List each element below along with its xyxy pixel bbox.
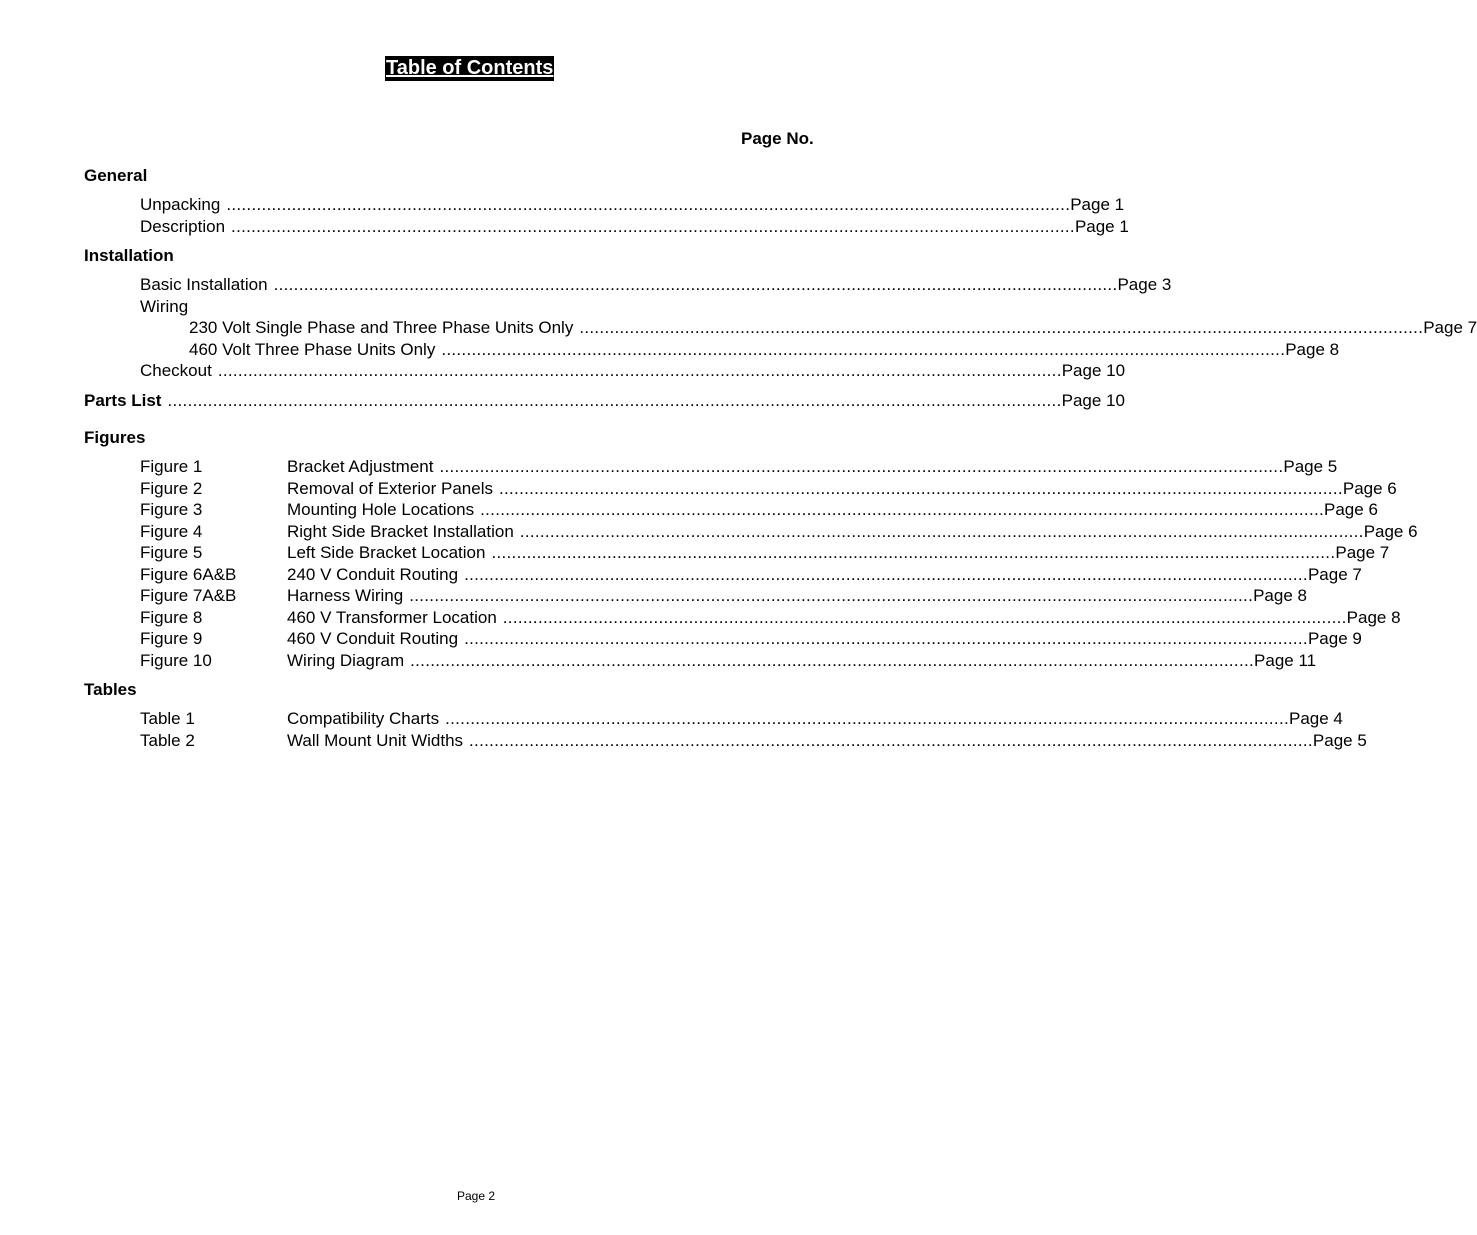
toc-entry-page: Page 8 bbox=[1285, 340, 1340, 359]
toc-entry[interactable] bbox=[287, 479, 1397, 499]
page-title: Table of Contents bbox=[386, 57, 554, 79]
toc-entry-label: Description bbox=[140, 217, 226, 236]
wiring-subheading: Wiring bbox=[140, 297, 189, 316]
dot-leader: ........................................................................................................................................................................ bbox=[273, 275, 1118, 294]
section-heading-installation: Installation bbox=[84, 246, 174, 265]
dot-leader: ........................................................................................................................................................................ bbox=[409, 586, 1254, 605]
toc-entry-label: Harness Wiring bbox=[287, 586, 404, 605]
toc-entry-label: Bracket Adjustment bbox=[287, 457, 434, 476]
toc-entry-label: Compatibility Charts bbox=[287, 709, 440, 728]
toc-entry-page: Page 7 bbox=[1423, 318, 1477, 337]
toc-entry-parts-list[interactable] bbox=[84, 391, 1125, 411]
toc-entry[interactable] bbox=[189, 340, 1340, 360]
toc-entry-page: Page 6 bbox=[1363, 522, 1418, 541]
toc-entry-page: Page 7 bbox=[1307, 565, 1362, 584]
page-footer: Page 2 bbox=[457, 1189, 496, 1203]
page-no-header: Page No. bbox=[741, 129, 814, 148]
table-id: Table 1 bbox=[140, 709, 195, 728]
toc-entry[interactable] bbox=[287, 731, 1367, 751]
toc-entry-page: Page 1 bbox=[1070, 195, 1125, 214]
dot-leader: ........................................................................................................................................................................ bbox=[439, 457, 1284, 476]
toc-entry-label: Right Side Bracket Installation bbox=[287, 522, 514, 541]
toc-entry-page: Page 1 bbox=[1074, 217, 1129, 236]
toc-entry-page: Page 8 bbox=[1346, 608, 1401, 627]
dot-leader: ........................................................................................................................................................................ bbox=[410, 651, 1255, 670]
dot-leader: ........................................................................................................................................................................ bbox=[441, 340, 1286, 359]
toc-entry-page: Page 10 bbox=[1061, 391, 1125, 410]
toc-entry[interactable] bbox=[140, 217, 1129, 237]
toc-entry[interactable] bbox=[140, 361, 1126, 381]
toc-entry-label: Wall Mount Unit Widths bbox=[287, 731, 464, 750]
toc-entry[interactable] bbox=[287, 586, 1307, 606]
figure-id: Figure 9 bbox=[140, 629, 203, 648]
dot-leader: ........................................................................................................................................................................ bbox=[231, 217, 1075, 236]
toc-entry-label: 460 Volt Three Phase Units Only bbox=[189, 340, 436, 359]
section-heading-general: General bbox=[84, 166, 148, 185]
dot-leader: ........................................................................................................................................................................ bbox=[480, 500, 1325, 519]
dot-leader: ........................................................................................................................................................................ bbox=[217, 361, 1062, 380]
toc-entry[interactable] bbox=[287, 457, 1338, 477]
figure-id: Figure 4 bbox=[140, 522, 203, 541]
toc-entry-label: Checkout bbox=[140, 361, 212, 380]
dot-leader: ........................................................................................................................................................................ bbox=[502, 608, 1347, 627]
toc-entry[interactable] bbox=[140, 275, 1172, 295]
dot-leader: ........................................................................................................................................................................ bbox=[579, 318, 1424, 337]
toc-entry[interactable] bbox=[287, 565, 1362, 585]
toc-entry[interactable] bbox=[189, 318, 1477, 338]
dot-leader: ........................................................................................................................................................................ bbox=[464, 565, 1308, 584]
toc-entry-page: Page 11 bbox=[1254, 651, 1317, 670]
toc-entry-page: Page 3 bbox=[1117, 275, 1172, 294]
toc-entry-label: 460 V Transformer Location bbox=[287, 608, 497, 627]
dot-leader: ........................................................................................................................................................................ bbox=[469, 731, 1313, 750]
toc-entry[interactable] bbox=[287, 543, 1390, 563]
toc-entry-label: Removal of Exterior Panels bbox=[287, 479, 493, 498]
dot-leader: ........................................................................................................................................................................ bbox=[445, 709, 1289, 728]
section-heading-figures: Figures bbox=[84, 428, 146, 447]
toc-entry-page: Page 6 bbox=[1342, 479, 1397, 498]
dot-leader: ........................................................................................................................................................................ bbox=[226, 195, 1071, 214]
figure-id: Figure 7A&B bbox=[140, 586, 237, 605]
toc-entry-label: Basic Installation bbox=[140, 275, 268, 294]
figure-id: Figure 1 bbox=[140, 457, 203, 476]
figure-id: Figure 6A&B bbox=[140, 565, 237, 584]
toc-entry-page: Page 7 bbox=[1335, 543, 1390, 562]
toc-entry-label: Mounting Hole Locations bbox=[287, 500, 475, 519]
toc-entry[interactable] bbox=[287, 500, 1378, 520]
figure-id: Figure 10 bbox=[140, 651, 212, 670]
toc-entry-page: Page 5 bbox=[1312, 731, 1367, 750]
toc-entry[interactable] bbox=[287, 709, 1343, 729]
toc-entry-label: 240 V Conduit Routing bbox=[287, 565, 459, 584]
toc-entry[interactable] bbox=[140, 195, 1125, 215]
toc-entry-page: Page 6 bbox=[1324, 500, 1378, 519]
figure-id: Figure 3 bbox=[140, 500, 203, 519]
toc-entry[interactable] bbox=[287, 522, 1418, 542]
toc-entry-page: Page 9 bbox=[1307, 629, 1362, 648]
figure-id: Figure 5 bbox=[140, 543, 203, 562]
toc-entry-label: Wiring Diagram bbox=[287, 651, 405, 670]
figure-id: Figure 2 bbox=[140, 479, 203, 498]
toc-entry-page: Page 4 bbox=[1289, 709, 1343, 728]
toc-entry[interactable] bbox=[287, 608, 1401, 628]
toc-entry[interactable] bbox=[287, 629, 1362, 649]
toc-entry-label: 230 Volt Single Phase and Three Phase Units Only bbox=[189, 318, 574, 337]
dot-leader: ........................................................................................................................................................................ bbox=[498, 479, 1343, 498]
section-heading-parts-list: Parts List bbox=[84, 391, 162, 410]
toc-entry-label: 460 V Conduit Routing bbox=[287, 629, 459, 648]
toc-entry-label: Unpacking bbox=[140, 195, 221, 214]
toc-entry-page: Page 5 bbox=[1283, 457, 1338, 476]
dot-leader: ........................................................................................................................................................................ bbox=[491, 543, 1336, 562]
toc-entry-page: Page 8 bbox=[1253, 586, 1307, 605]
table-id: Table 2 bbox=[140, 731, 195, 750]
toc-entry-label: Left Side Bracket Location bbox=[287, 543, 486, 562]
toc-entry-page: Page 10 bbox=[1061, 361, 1126, 380]
dot-leader: .................................................................................................................................................................................. bbox=[167, 391, 1062, 410]
dot-leader: ........................................................................................................................................................................ bbox=[519, 522, 1364, 541]
section-heading-tables: Tables bbox=[84, 680, 137, 699]
figure-id: Figure 8 bbox=[140, 608, 203, 627]
dot-leader: ........................................................................................................................................................................ bbox=[464, 629, 1308, 648]
toc-entry[interactable] bbox=[287, 651, 1317, 671]
